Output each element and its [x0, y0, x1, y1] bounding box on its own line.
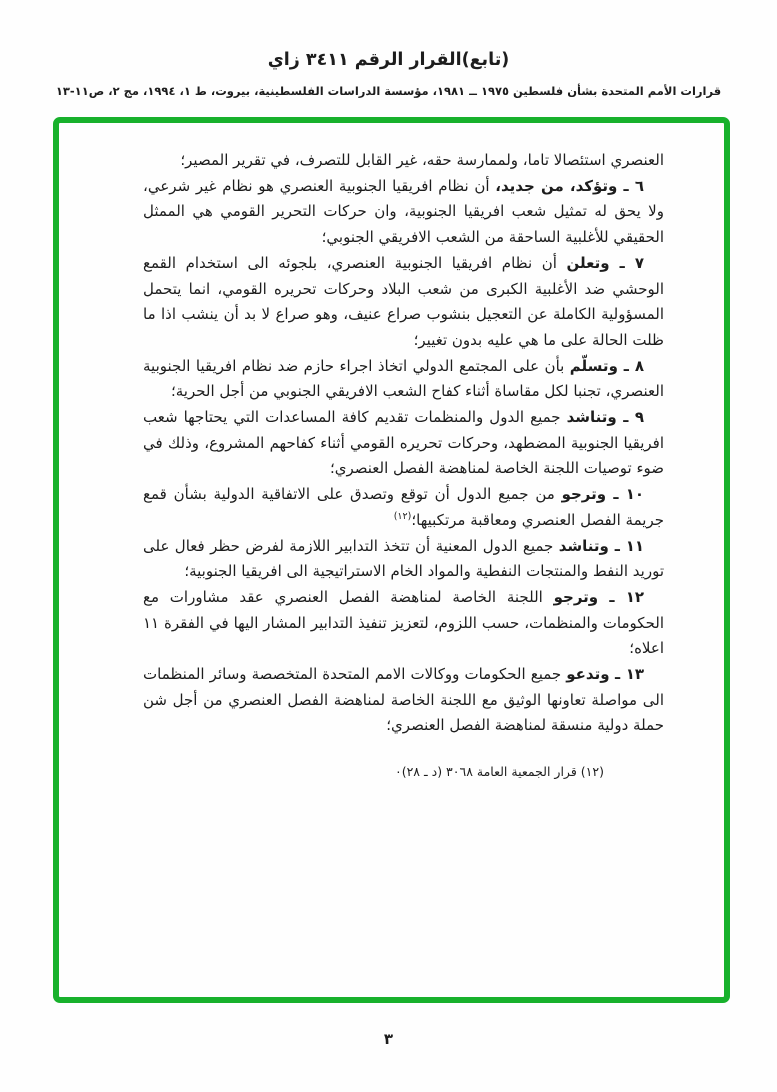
body-paragraph	[143, 174, 664, 251]
body-paragraph	[143, 251, 664, 354]
paragraph-text: اللجنة الخاصة لمناهضة الفصل العنصري عقد مشاورات مع الحكومات والمنظمات، حسب اللزوم، لتعزيز تنفيذ التدابير المشار اليها في الفقرة ١١ اعلاه؛	[143, 587, 664, 658]
paragraph-text: جميع الدول المعنية أن تتخذ التدابير اللازمة لفرض حظر فعال على توريد النفط والمنتجات النفطية والمواد الخام الاستراتيجية الى افريقيا الجنوبية؛	[143, 536, 664, 581]
body-paragraph	[143, 662, 664, 739]
footnote-reference: (١٢)	[393, 510, 412, 522]
body-paragraph	[143, 534, 664, 585]
paragraph-lead: ١٢ ـ وترجو	[553, 587, 644, 606]
paragraph-lead: ٧ ـ وتعلن	[566, 253, 644, 272]
paragraph-lead: ١١ ـ وتناشد	[558, 536, 644, 555]
source-citation-line: قرارات الأمم المتحدة بشأن فلسطين ١٩٧٥ ــ ١٩٨١، مؤسسة الدراسات الفلسطينية، بيروت، ط ١، ١٩٩٤، مج ٢، ص١١-١٣	[55, 84, 722, 98]
body-paragraph	[143, 405, 664, 482]
paragraph-text: جميع الدول والمنظمات تقديم كافة المساعدات التي يحتاجها شعب افريقيا الجنوبية المضطهد، وحركات تحريره القومي أثناء كفاحهم المشروع، وذلك في ضوء توصيات اللجنة الخاصة لمناهضة الفصل العنصري؛	[143, 408, 664, 478]
paragraph-text: من جميع الدول أن توقع وتصدق على الاتفاقية الدولية بشأن قمع جريمة الفصل العنصري ومعاقبة مرتكبيها؛	[143, 485, 664, 529]
paragraph-lead: ٩ ـ وتناشد	[566, 408, 645, 427]
body-paragraph	[143, 585, 664, 662]
paragraph-lead: ٨ ـ وتسلّم	[569, 356, 644, 375]
body-paragraph	[143, 148, 664, 174]
paragraph-text: جميع الحكومات ووكالات الامم المتحدة المتخصصة وسائر المنظمات الى مواصلة تعاونها الوثيق مع اللجنة الخاصة لمناهضة الفصل العنصري من أجل شن حملة دولية منسقة لمناهضة الفصل العنصري؛	[143, 665, 664, 735]
paragraph-text: أن نظام افريقيا الجنوبية العنصري، بلجوئه الى استخدام القمع الوحشي ضد الأغلبية الكبرى من شعب البلاد وحركات تحريره القومي، انما يتحمل المسؤولية الكاملة عن التعجيل بنشوب صراع عنيف، وهو صراع لا بد أن ينشب اذا ما ظلت الحالة على ما هي عليه بدون تغيير؛	[143, 253, 664, 349]
page-title: (تابع)القرار الرقم ٣٤١١ زاي	[267, 50, 510, 70]
paragraph-lead: ٦ ـ وتؤكد، من جديد،	[495, 176, 645, 195]
paragraph-lead: ١٠ ـ وترجو	[561, 485, 644, 504]
paragraph-text: بأن على المجتمع الدولي اتخاذ اجراء حازم ضد نظام افريقيا الجنوبية العنصري، تجنبا لكل مقاساة أثناء كفاح الشعب الافريقي الجنوبي من أجل الحرية؛	[143, 356, 664, 401]
body-paragraph	[143, 354, 664, 405]
page-number: ٣	[383, 1030, 394, 1048]
footnote-text: (١٢) قرار الجمعية العامة ٣٠٦٨ (د ـ ٢٨)٠	[394, 764, 604, 780]
paragraph-text: أن نظام افريقيا الجنوبية العنصري هو نظام غير شرعي، ولا يحق له تمثيل شعب افريقيا الجنوبية، وان حركات التحرير القومي هي الممثل الحقيقي للأغلبية الساحقة من الشعب الافريقي الجنوبي؛	[143, 176, 664, 247]
paragraph-text: العنصري استئصالا تاما، ولممارسة حقه، غير القابل للتصرف، في تقرير المصير؛	[180, 151, 664, 169]
resolution-body	[59, 123, 724, 785]
paragraph-lead: ١٣ ـ وتدعو	[566, 665, 644, 684]
highlight-frame	[53, 117, 730, 1003]
body-paragraph	[143, 482, 664, 533]
